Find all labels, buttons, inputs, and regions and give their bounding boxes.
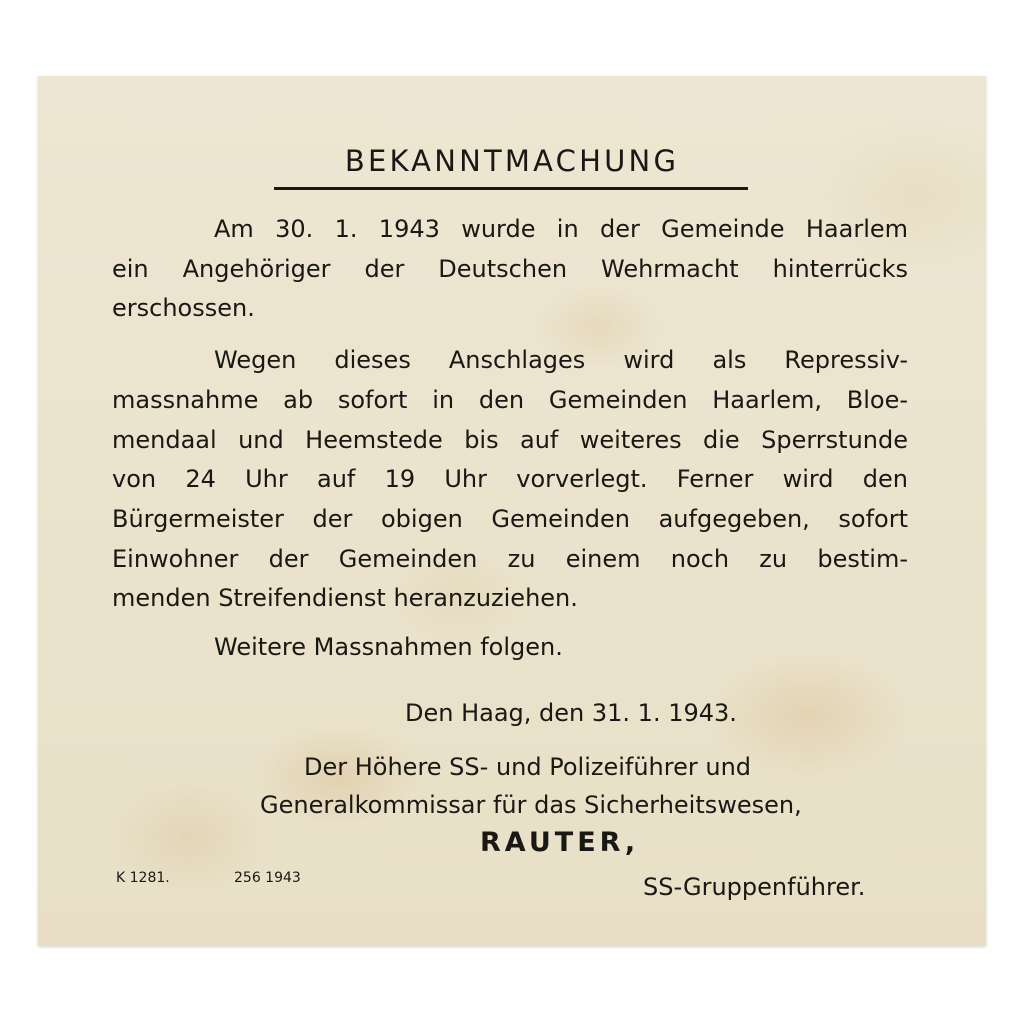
signature-line-2: Generalkommissar für das Sicherheitswesen, — [260, 791, 802, 819]
paragraph-2-line-4: von 24 Uhr auf 19 Uhr vorverlegt. Ferner wird den — [112, 465, 908, 493]
paragraph-2-line-1: Wegen dieses Anschlages wird als Repressiv- — [214, 346, 908, 374]
paragraph-2-line-6: Einwohner der Gemeinden zu einem noch zu bestim- — [112, 545, 908, 573]
signatory-rank: SS-Gruppenführer. — [643, 873, 866, 901]
signatory-name: RAUTER, — [480, 827, 640, 858]
paragraph-1-line-2: ein Angehöriger der Deutschen Wehrmacht hinterrücks — [112, 255, 908, 283]
paragraph-1-line-3: erschossen. — [112, 294, 255, 322]
notice-title: BEKANNTMACHUNG — [344, 144, 680, 178]
print-code-2: 256 1943 — [234, 870, 301, 886]
paragraph-2-line-3: mendaal und Heemstede bis auf weiteres die Sperrstunde — [112, 426, 908, 454]
paragraph-3: Weitere Massnahmen folgen. — [214, 633, 563, 661]
paragraph-2-line-2: massnahme ab sofort in den Gemeinden Haarlem, Bloe- — [112, 386, 908, 414]
paragraph-2-line-7: menden Streifendienst heranzuziehen. — [112, 584, 578, 612]
notice-paper — [38, 76, 986, 946]
paragraph-1-line-1: Am 30. 1. 1943 wurde in der Gemeinde Haarlem — [214, 215, 908, 243]
print-code-1: K 1281. — [116, 870, 170, 886]
paragraph-2-line-5: Bürgermeister der obigen Gemeinden aufgegeben, sofort — [112, 505, 908, 533]
title-underline — [274, 187, 748, 190]
place-and-date: Den Haag, den 31. 1. 1943. — [405, 699, 737, 727]
signature-line-1: Der Höhere SS- und Polizeiführer und — [304, 753, 752, 781]
